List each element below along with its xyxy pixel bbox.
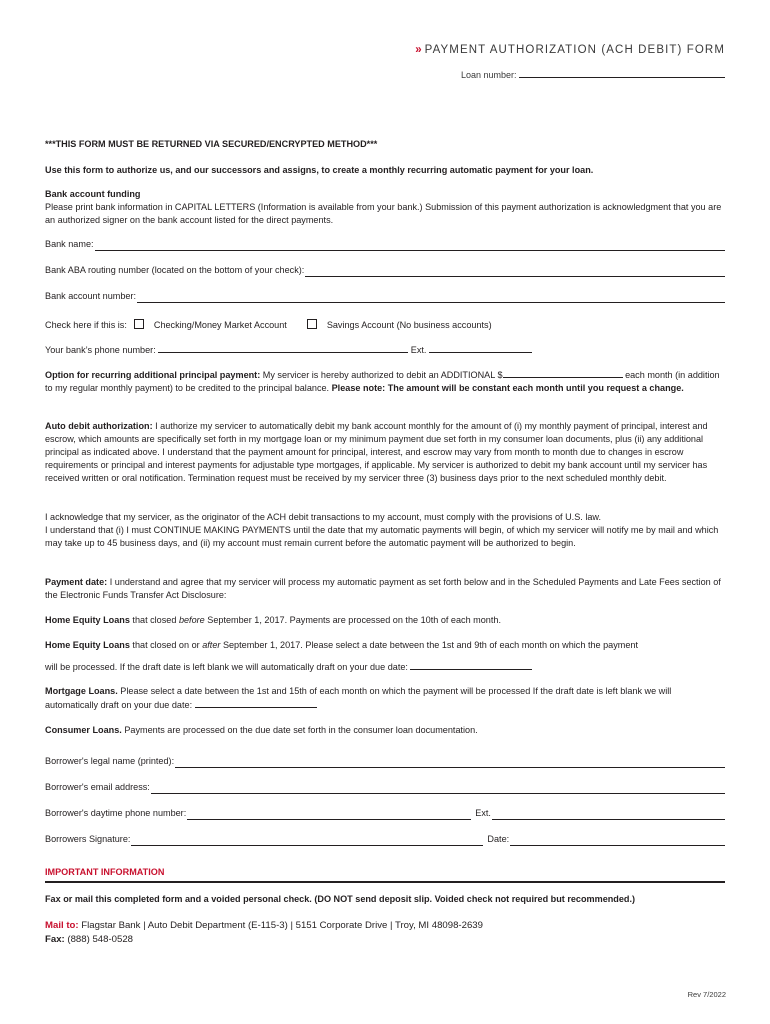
borrower-phone-field: Borrower's daytime phone number: Ext. [45, 807, 725, 820]
borrower-signature-field: Borrowers Signature: Date: [45, 833, 725, 846]
savings-checkbox[interactable] [307, 319, 317, 329]
fax-line: Fax: (888) 548-0528 [45, 934, 134, 945]
bank-funding-section [45, 188, 725, 227]
routing-number-line[interactable] [305, 267, 725, 277]
chevron-icon: » [415, 44, 422, 56]
revision-label: Rev 7/2022 [687, 990, 726, 999]
mail-to-line: Mail to: Flagstar Bank | Auto Debit Department (E-115-3) | 5151 Corporate Drive | Troy, MI 48098-2639 [45, 920, 483, 931]
borrower-email-field[interactable]: Borrower's email address: [45, 781, 725, 794]
home-equity-draft-date-line[interactable] [410, 660, 532, 670]
bank-phone-line[interactable] [158, 343, 408, 353]
account-number-field[interactable]: Bank account number: [45, 290, 725, 303]
bank-funding-text: Please print bank information in CAPITAL LETTERS (Information is available from your bank.) Submission of this payment authorization is acknowledgment that you are an authorized signer on the bank account listed for the direct payments. [45, 201, 722, 225]
home-equity-before-section: Home Equity Loans that closed before September 1, 2017. Payments are processed on the 10th of each month. [45, 615, 501, 625]
signature-date-line[interactable] [510, 836, 725, 846]
acknowledge-section: I acknowledge that my servicer, as the originator of the ACH debit transactions to my account, must comply with the provisions of U.S. law. I understand that (i) I must CONTINUE MAKING PAYMENTS until the date that my automatic payments will begin, of which my servicer will notify me by mail and which may take up to 45 business days, and (ii) my account must remain current before the automatic payment will be authorized to begin. [45, 512, 719, 548]
borrower-email-line[interactable] [151, 784, 725, 794]
borrower-phone-ext-line[interactable] [492, 810, 725, 820]
bank-name-line[interactable] [95, 241, 725, 251]
loan-number-line[interactable] [519, 69, 725, 78]
bank-name-field[interactable]: Bank name: [45, 238, 725, 251]
mortgage-section: Mortgage Loans. Please select a date between the 1st and 15th of each month on which the payment will be processed If the draft date is left blank we will automatically draft on your due date: [45, 686, 672, 710]
intro-text: Use this form to authorize us, and our successors and assigns, to create a monthly recurring automatic payment for your loan. [45, 165, 594, 175]
signature-line[interactable] [131, 836, 483, 846]
account-type-row: Check here if this is: Checking/Money Market Account Savings Account (No business accounts) [45, 320, 492, 330]
secure-notice: ***THIS FORM MUST BE RETURNED VIA SECURED/ENCRYPTED METHOD*** [45, 139, 378, 149]
payment-date-section: Payment date: I understand and agree that my servicer will process my automatic payment as set forth below and in the Scheduled Payments and Late Fees section of the Electronic Funds Transfer Act Disclosure: [45, 577, 721, 600]
home-equity-after-section: Home Equity Loans that closed on or after September 1, 2017. Please select a date between the 1st and 9th of each month on which the payment will be processed. If the draft date is left blank we will automatically draft on your due date: [45, 640, 638, 672]
account-number-line[interactable] [137, 293, 725, 303]
form-title: » PAYMENT AUTHORIZATION (ACH DEBIT) FORM [415, 44, 725, 56]
bank-funding-heading: Bank account funding [45, 189, 141, 199]
borrower-name-field[interactable]: Borrower's legal name (printed): [45, 755, 725, 768]
important-heading: IMPORTANT INFORMATION [45, 867, 165, 877]
bank-phone-ext-line[interactable] [429, 343, 532, 353]
auto-debit-section: Auto debit authorization: I authorize my servicer to automatically debit my bank account monthly for the amount of (i) my monthly payment of principal, interest and escrow, which amounts are specifically set forth in my mortgage loan or my minimum payment due set forth in my consumer loan documents, plus (ii) any additional principal as indicated above. I understand that the payment amount for principal, interest, and escrow may vary from month to month due to changes in escrow requirements or principal and interest payments for adjustable type mortgages, if applicable. My servicer is authorized to debit my bank account until my servicer has received written or oral notification. Termination request must be received by my servicer three (3) business days prior to the next scheduled monthly debit. [45, 421, 708, 483]
bank-phone-row: Your bank’s phone number: Ext. [45, 343, 725, 357]
principal-section: Option for recurring additional principal payment: My servicer is hereby authorized to debit an ADDITIONAL $ each month (in addition to my regular monthly payment) to be credited to the principal balance. Please note: The amount will be constant each month until you request a change. [45, 370, 720, 393]
section-divider [45, 881, 725, 883]
borrower-phone-line[interactable] [187, 810, 471, 820]
additional-principal-line[interactable] [503, 368, 623, 378]
borrower-name-line[interactable] [175, 758, 725, 768]
mortgage-draft-date-line[interactable] [195, 698, 317, 708]
checking-checkbox[interactable] [134, 319, 144, 329]
loan-number-field[interactable]: Loan number: [0, 69, 725, 80]
consumer-section: Consumer Loans. Payments are processed on the due date set forth in the consumer loan documentation. [45, 725, 478, 735]
routing-number-field[interactable]: Bank ABA routing number (located on the bottom of your check): [45, 264, 725, 277]
fax-mail-note: Fax or mail this completed form and a voided personal check. (DO NOT send deposit slip. Voided check not required but recommended.) [45, 894, 636, 904]
